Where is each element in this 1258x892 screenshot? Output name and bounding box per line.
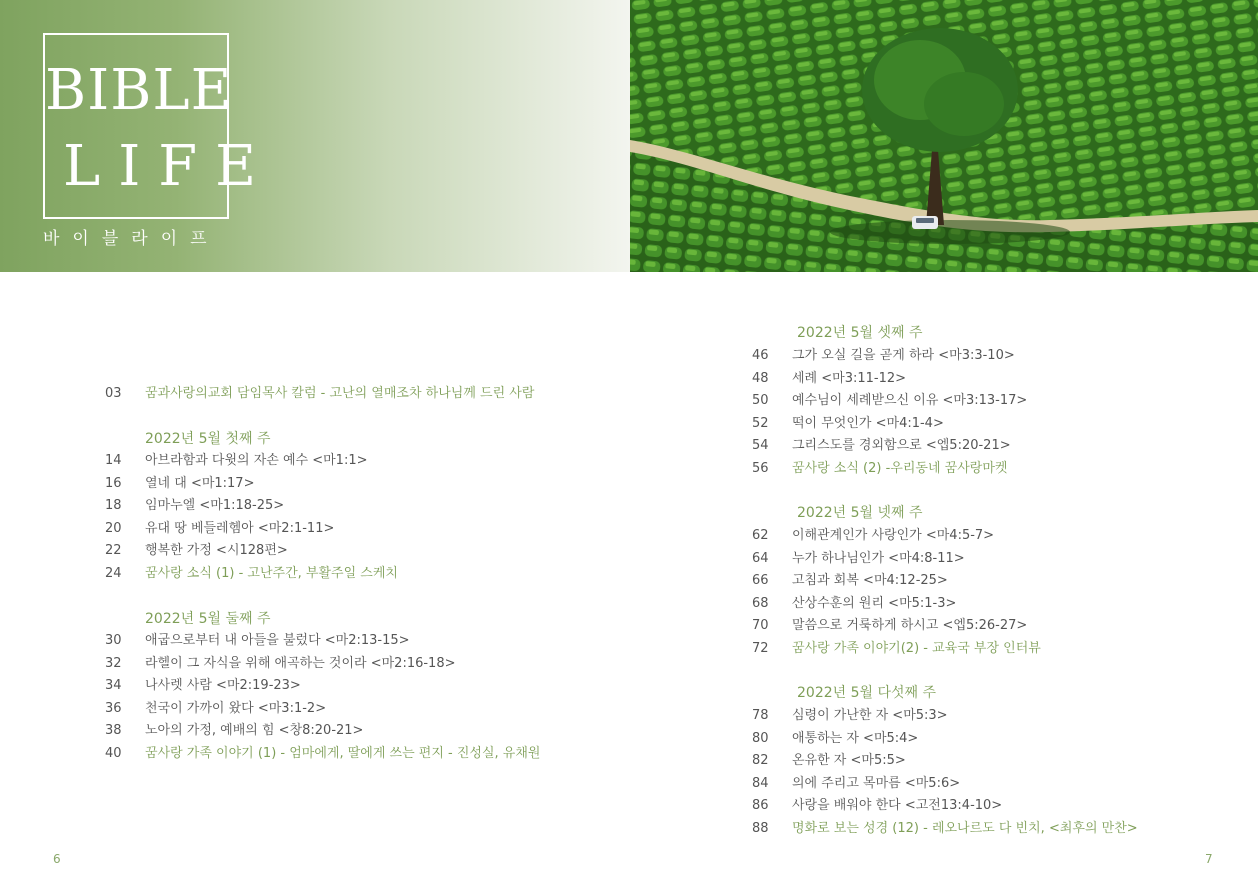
toc-title: 산상수훈의 원리 <마5:1-3> xyxy=(792,595,957,611)
toc-title: 이해관계인가 사랑인가 <마4:5-7> xyxy=(792,528,995,543)
toc-title: 임마누엘 <마1:18-25> xyxy=(145,498,285,513)
toc-title: 떡이 무엇인가 <마4:1-4> xyxy=(792,415,944,431)
toc-page-number: 72 xyxy=(752,640,769,656)
toc-page-number: 36 xyxy=(105,700,122,716)
toc-page-number: 54 xyxy=(752,438,769,453)
toc-page-number: 03 xyxy=(105,386,122,401)
toc-page-number: 88 xyxy=(752,820,769,836)
toc-page-number: 64 xyxy=(752,550,769,566)
toc-page-number: 30 xyxy=(105,633,122,648)
toc-page-number: 80 xyxy=(752,730,769,746)
toc-title: 라헬이 그 자식을 위해 애곡하는 것이라 <마2:16-18> xyxy=(145,655,456,671)
logo-subtitle: 바이블라이프 xyxy=(43,229,220,249)
toc-title: 누가 하나님인가 <마4:8-11> xyxy=(792,550,965,566)
page-number-left: 6 xyxy=(53,852,61,866)
toc-page-number: 56 xyxy=(752,460,769,476)
week-heading-4: 2022년 5월 넷째 주 xyxy=(797,505,923,521)
toc-page-number: 14 xyxy=(105,453,122,468)
week-heading-2: 2022년 5월 둘째 주 xyxy=(145,611,271,627)
toc-title: 꿈사랑 가족 이야기(2) - 교육국 부장 인터뷰 xyxy=(792,640,1041,656)
week-heading-5: 2022년 5월 다섯째 주 xyxy=(797,685,937,701)
toc-title: 아브라함과 다윗의 자손 예수 <마1:1> xyxy=(145,453,368,468)
toc-page-number: 22 xyxy=(105,543,122,558)
toc-title: 노아의 가정, 예배의 힘 <창8:20-21> xyxy=(145,723,364,738)
toc-title: 말씀으로 거룩하게 하시고 <엡5:26-27> xyxy=(792,618,1028,633)
header-banner xyxy=(0,0,630,272)
toc-title: 꿈사랑 가족 이야기 (1) - 엄마에게, 딸에게 쓰는 편지 - 진성실, 유채원 xyxy=(145,745,541,761)
toc-page-number: 20 xyxy=(105,520,122,536)
toc-title: 그리스도를 경외함으로 <엡5:20-21> xyxy=(792,438,1011,453)
toc-title: 그가 오실 길을 곧게 하라 <마3:3-10> xyxy=(792,348,1015,363)
toc-page-number: 16 xyxy=(105,475,122,491)
toc-page-number: 68 xyxy=(752,595,769,611)
toc-page-number: 70 xyxy=(752,618,769,633)
toc-title: 심령이 가난한 자 <마5:3> xyxy=(792,708,948,723)
toc-title: 꿈과사랑의교회 담임목사 칼럼 - 고난의 열매조차 하나님께 드린 사람 xyxy=(145,386,535,401)
toc-page-number: 48 xyxy=(752,370,769,386)
logo-line-life: LIFE xyxy=(63,134,275,199)
toc-page-number: 38 xyxy=(105,723,122,738)
toc-page-number: 50 xyxy=(752,393,769,408)
logo-line-bible: BIBLE xyxy=(45,58,233,123)
toc-page-number: 84 xyxy=(752,775,769,791)
toc-title: 행복한 가정 <시128편> xyxy=(145,543,288,558)
toc-page-number: 32 xyxy=(105,655,122,671)
toc-title: 사랑을 배워야 한다 <고전13:4-10> xyxy=(792,798,1003,813)
toc-page-number: 86 xyxy=(752,798,769,813)
toc-title: 나사렛 사람 <마2:19-23> xyxy=(145,678,301,693)
toc-title: 고침과 회복 <마4:12-25> xyxy=(792,573,948,588)
toc-title: 온유한 자 <마5:5> xyxy=(792,753,906,768)
toc-page-number: 82 xyxy=(752,753,769,768)
week-heading-1: 2022년 5월 첫째 주 xyxy=(145,431,271,447)
toc-page-number: 78 xyxy=(752,708,769,723)
toc-title: 의에 주리고 목마름 <마5:6> xyxy=(792,775,961,791)
toc-page-number: 24 xyxy=(105,565,122,581)
logo-frame xyxy=(43,33,275,219)
toc-page-number: 46 xyxy=(752,348,769,363)
toc-title: 애굽으로부터 내 아들을 불렀다 <마2:13-15> xyxy=(145,633,410,648)
toc-title: 명화로 보는 성경 (12) - 레오나르도 다 빈치, <최후의 만찬> xyxy=(792,820,1138,836)
toc-page-number: 66 xyxy=(752,573,769,588)
toc-page-number: 18 xyxy=(105,498,122,513)
toc-title: 꿈사랑 소식 (1) - 고난주간, 부활주일 스케치 xyxy=(145,565,398,581)
week-heading-3: 2022년 5월 셋째 주 xyxy=(797,325,923,341)
page-number-right: 7 xyxy=(1205,852,1213,866)
toc-title: 예수님이 세례받으신 이유 <마3:13-17> xyxy=(792,393,1028,408)
toc-title: 세례 <마3:11-12> xyxy=(792,370,907,386)
toc-title: 천국이 가까이 왔다 <마3:1-2> xyxy=(145,700,327,716)
toc-title: 꿈사랑 소식 (2) -우리동네 꿈사랑마켓 xyxy=(792,460,1008,476)
toc-page-number: 40 xyxy=(105,745,122,761)
toc-page-number: 62 xyxy=(752,528,769,543)
tea-field-photo xyxy=(630,0,1258,272)
toc-title: 유대 땅 베들레헴아 <마2:1-11> xyxy=(145,520,335,536)
tea-field-illustration xyxy=(630,0,1258,272)
toc-page-number: 52 xyxy=(752,415,769,431)
toc-title: 열네 대 <마1:17> xyxy=(145,475,255,491)
toc-title: 애통하는 자 <마5:4> xyxy=(792,730,919,746)
toc-page-number: 34 xyxy=(105,678,122,693)
